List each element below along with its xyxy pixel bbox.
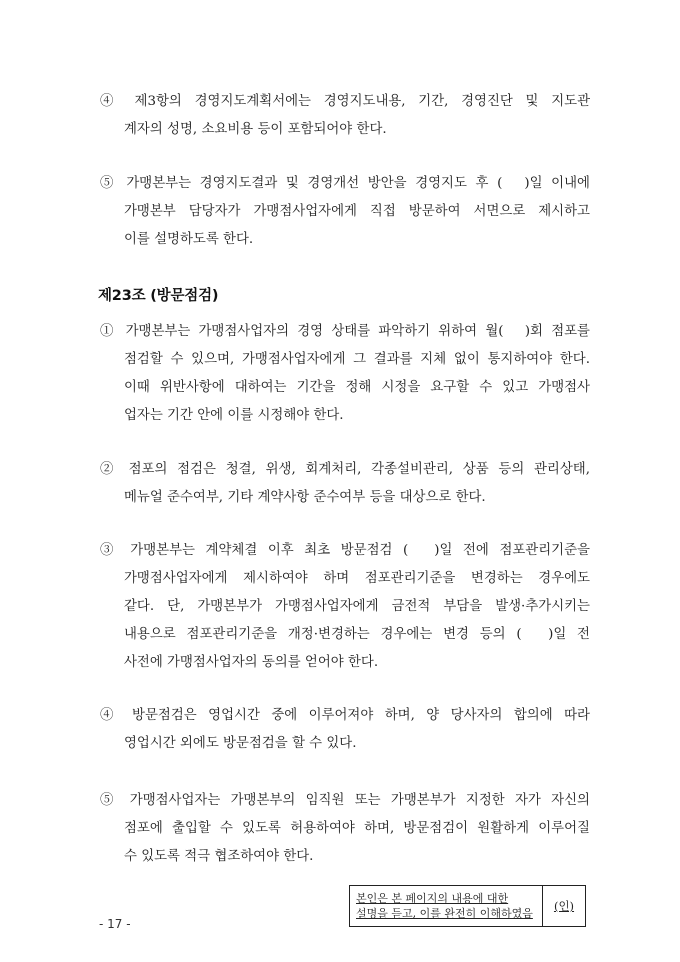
- paragraph-line: ② 점포의 점검은 청결, 위생, 회계처리, 각종설비관리, 상품 등의 관리상태,: [100, 462, 590, 477]
- article-paragraph-1: [100, 318, 590, 430]
- paragraph-line: ⑤ 가맹본부는 경영지도결과 및 경영개선 방안을 경영지도 후 ( )일 이내에: [100, 176, 590, 191]
- paragraph-line: 메뉴얼 준수여부, 기타 계약사항 준수여부 등을 대상으로 한다.: [124, 490, 486, 505]
- article-paragraph-5: [100, 787, 590, 871]
- paragraph-5-management-result: [100, 170, 590, 254]
- paragraph-line: 가맹본부 담당자가 가맹점사업자에게 직접 방문하여 서면으로 제시하고: [124, 204, 590, 219]
- page-number: - 17 -: [99, 917, 131, 931]
- paragraph-line: 내용으로 점포관리기준을 개정·변경하는 경우에는 변경 등의 ( )일 전: [124, 627, 590, 642]
- article-paragraph-2: [100, 456, 590, 512]
- paragraph-line: 업자는 기간 안에 이를 시정해야 한다.: [124, 408, 344, 423]
- paragraph-line: ④ 방문점검은 영업시간 중에 이루어져야 하며, 양 당사자의 합의에 따라: [100, 708, 590, 723]
- paragraph-line: ⑤ 가맹점사업자는 가맹본부의 임직원 또는 가맹본부가 지정한 자가 자신의: [100, 793, 590, 808]
- paragraph-line: 이를 설명하도록 한다.: [124, 232, 254, 247]
- paragraph-line: 이때 위반사항에 대하여는 기간을 정해 시정을 요구할 수 있고 가맹점사: [124, 380, 590, 395]
- confirmation-statement: [350, 886, 543, 926]
- paragraph-4-management-plan: [100, 88, 590, 144]
- confirmation-line: 본인은 본 페이지의 내용에 대한: [356, 892, 509, 905]
- article-paragraph-3: [100, 537, 590, 677]
- paragraph-line: 사전에 가맹점사업자의 동의를 얻어야 한다.: [124, 655, 379, 670]
- paragraph-line: 점포에 출입할 수 있도록 허용하여야 하며, 방문점검이 원활하게 이루어질: [124, 821, 590, 836]
- paragraph-line: ① 가맹본부는 가맹점사업자의 경영 상태를 파악하기 위하여 월( )회 점포를: [100, 324, 590, 339]
- paragraph-line: 점검할 수 있으며, 가맹점사업자에게 그 결과를 지체 없이 통지하여야 한다.: [124, 352, 590, 367]
- paragraph-line: 수 있도록 적극 협조하여야 한다.: [124, 849, 314, 864]
- paragraph-line: 영업시간 외에도 방문점검을 할 수 있다.: [124, 736, 357, 751]
- article-heading: 제23조 (방문점검): [98, 288, 219, 304]
- confirmation-box: [349, 885, 586, 927]
- paragraph-line: ③ 가맹본부는 계약체결 이후 최초 방문점검 ( )일 전에 점포관리기준을: [100, 543, 590, 558]
- seal-field[interactable]: (인): [553, 899, 575, 913]
- paragraph-line: 계자의 성명, 소요비용 등이 포함되어야 한다.: [124, 122, 387, 137]
- paragraph-line: ④ 제3항의 경영지도계획서에는 경영지도내용, 기간, 경영진단 및 지도관: [100, 94, 590, 109]
- confirmation-line: 설명을 듣고, 이를 완전히 이해하였음: [356, 907, 533, 920]
- paragraph-line: 가맹점사업자에게 제시하여야 하며 점포관리기준을 변경하는 경우에도: [124, 571, 590, 586]
- article-paragraph-4: [100, 702, 590, 758]
- paragraph-line: 같다. 단, 가맹본부가 가맹점사업자에게 금전적 부담을 발생·추가시키는: [124, 599, 590, 614]
